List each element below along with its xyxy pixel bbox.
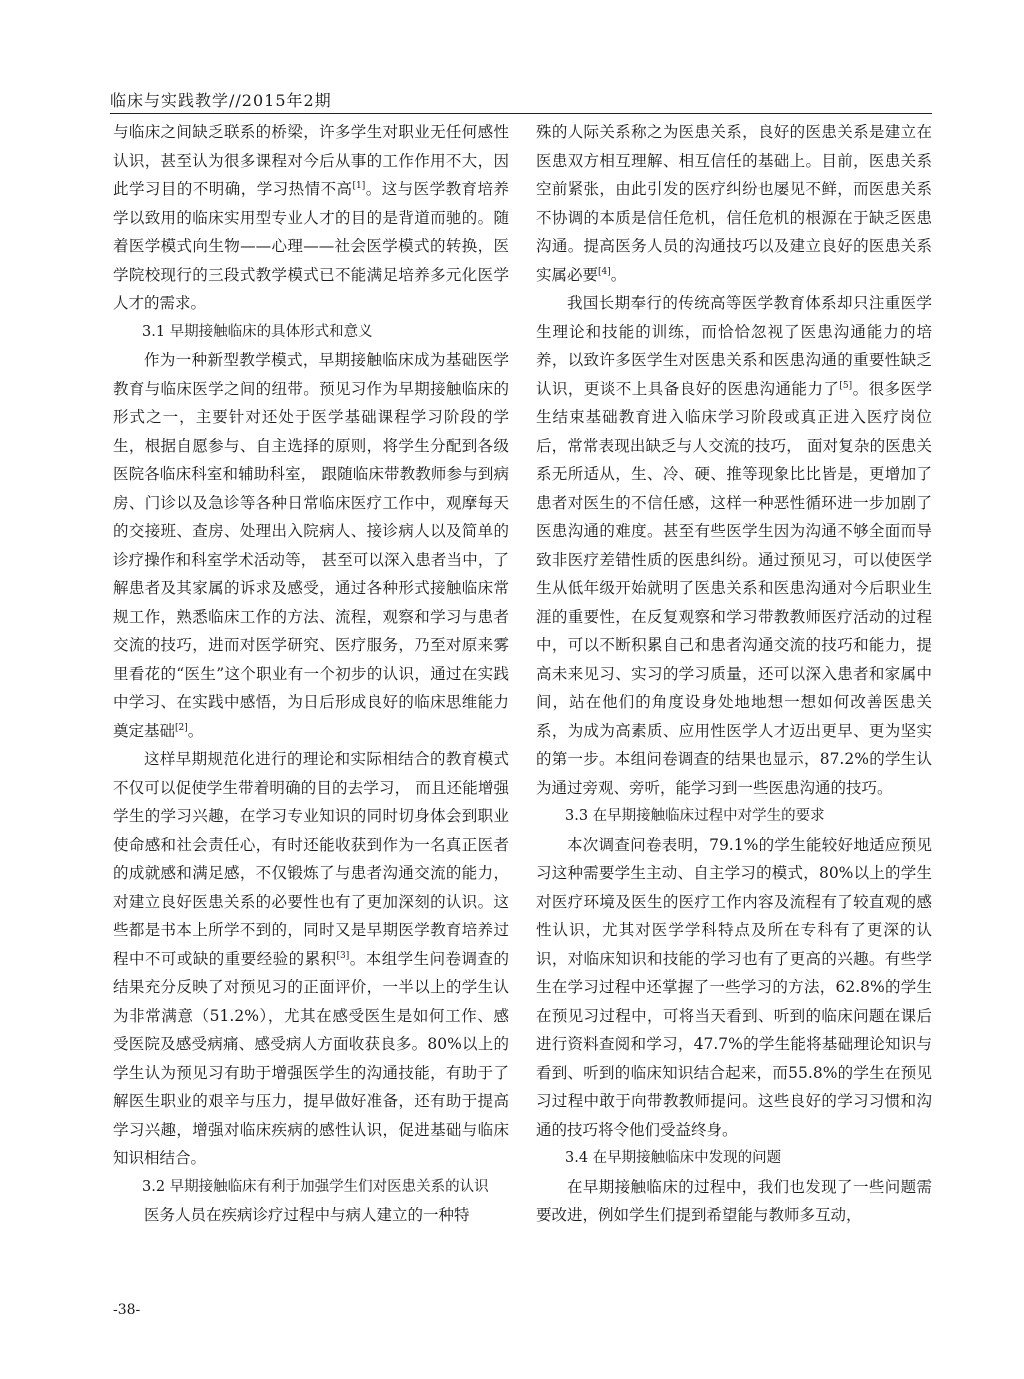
paragraph: 作为一种新型教学模式，早期接触临床成为基础医学教育与临床医学之间的纽带。预见习作为早期接触临床的形式之一，主要针对还处于医学基础课程学习阶段的学生，根据自愿参与、自主选择的原则，将学生分配到各级医院各临床科室和辅助科室， 跟随临床带教教师参与到病房、门诊以及急诊等各种日常临床医疗工作中，观摩每天的交接班、查房、处理出入院病人、接诊病人以及简单的诊疗操作和科室学术活动等， 甚至可以深入患者当中，了解患者及其家属的诉求及感受，通过各种形式接触临床常规工作，熟悉临床工作的方法、流程，观察和学习与患者交流的技巧，进而对医学研究、医疗服务，乃至对原来雾里看花的“医生”这个职业有一个初步的认识，通过在实践中学习、在实践中感悟，为日后形成良好的临床思维能力奠定基础[2]。 [113, 351, 509, 740]
paragraph: 医务人员在疾病诊疗过程中与病人建立的一种特 [144, 1206, 470, 1224]
paragraph: 我国长期奉行的传统高等医学教育体系却只注重医学生理论和技能的训练，而恰恰忽视了医患沟通能力的培养，以致许多医学生对医患关系和医患沟通的重要性缺乏认识，更谈不上具备良好的医患沟通能力了[5]。很多医学生结束基础教育进入临床学习阶段或真正进入医疗岗位后，常常表现出缺乏与人交流的技巧， 面对复杂的医患关系无所适从，生、冷、硬、推等现象比比皆是，更增加了患者对医生的不信任感，这样一种恶性循环进一步加剧了医患沟通的难度。甚至有些医学生因为沟通不够全面而导致非医疗差错性质的医患纠纷。通过预见习，可以使医学生从低年级开始就明了医患关系和医患沟通对今后职业生涯的重要性，在反复观察和学习带教教师医疗活动的过程中，可以不断积累自己和患者沟通交流的技巧和能力，提高未来见习、实习的学习质量，还可以深入患者和家属中间，站在他们的角度设身处地地想一想如何改善医患关系，为成为高素质、应用性医学人才迈出更早、更为坚实的第一步。本组问卷调查的结果也显示，87.2%的学生认为通过旁观、旁听，能学习到一些医患沟通的技巧。 [536, 294, 932, 797]
citation-ref[interactable]: [3] [336, 950, 350, 961]
section-heading-3-3: 3.3 在早期接触临床过程中对学生的要求 [565, 808, 825, 824]
paragraph: 这样早期规范化进行的理论和实际相结合的教育模式不仅可以促使学生带着明确的目的去学习， 而且还能增强学生的学习兴趣，在学习专业知识的同时切身体会到职业使命感和社会责任心，有时还能收获到作为一名真正医者的成就感和满足感，不仅锻炼了与患者沟通交流的能力，对建立良好医患关系的必要性也有了更加深刻的认识。这些都是书本上所学不到的，同时又是早期医学教育培养过程中不可或缺的重要经验的累积[3]。本组学生问卷调查的结果充分反映了对预见习的正面评价，一半以上的学生认为非常满意（51.2%），尤其在感受医生是如何工作、感受医院及感受病痛、感受病人方面收获良多。80%以上的学生认为预见习有助于增强医学生的沟通技能，有助于了解医生职业的艰辛与压力，提早做好准备，还有助于提高学习兴趣，增强对临床疾病的感性认识，促进基础与临床知识相结合。 [113, 750, 509, 1167]
left-column [113, 118, 509, 1230]
section-heading-3-1: 3.1 早期接触临床的具体形式和意义 [142, 323, 373, 340]
paragraph: 本次调查问卷表明，79.1%的学生能较好地适应预见习这种需要学生主动、自主学习的模式，80%以上的学生对医疗环境及医生的医疗工作内容及流程有了较直观的感性认识，尤其对医学学科特点及所在专科有了更深的认识，对临床知识和技能的学习也有了更高的兴趣。有些学生在学习过程中还掌握了一些学习的方法，62.8%的学生在预见习过程中，可将当天看到、听到的临床问题在课后进行资料查阅和学习，47.7%的学生能将基础理论知识与看到、听到的临床知识结合起来，而55.8%的学生在预见习过程中敢于向带教教师提问。这些良好的学习习惯和沟通的技巧将令他们受益终身。 [536, 835, 932, 1139]
running-header [110, 88, 932, 118]
citation-ref[interactable]: [2] [175, 722, 188, 733]
citation-ref[interactable]: [5] [839, 380, 853, 391]
header-rule [110, 113, 932, 114]
page-number: -38- [113, 1302, 141, 1318]
journal-title: 临床与实践教学//2015年2期 [110, 91, 332, 110]
paragraph: 在早期接触临床的过程中，我们也发现了一些问题需要改进，例如学生们提到希望能与教师多互动， [536, 1177, 932, 1224]
paragraph: 与临床之间缺乏联系的桥梁，许多学生对职业无任何感性认识，甚至认为很多课程对今后从事的工作作用不大，因此学习目的不明确，学习热情不高[1]。这与医学教育培养学以致用的临床实用型专业人才的目的是背道而驰的。随着医学模式向生物——心理——社会医学模式的转换，医学院校现行的三段式教学模式已不能满足培养多元化医学人才的需求。 [113, 123, 509, 312]
section-heading-3-4: 3.4 在早期接触临床中发现的问题 [565, 1150, 782, 1166]
section-heading-3-2: 3.2 早期接触临床有利于加强学生们对医患关系的认识 [142, 1178, 489, 1195]
right-column [536, 118, 932, 1230]
citation-ref[interactable]: [4] [598, 266, 611, 277]
citation-ref[interactable]: [1] [352, 181, 366, 191]
paragraph: 殊的人际关系称之为医患关系，良好的医患关系是建立在医患双方相互理解、相互信任的基础上。目前，医患关系空前紧张，由此引发的医疗纠纷也屡见不鲜，而医患关系不协调的本质是信任危机，信任危机的根源在于缺乏医患沟通。提高医务人员的沟通技巧以及建立良好的医患关系实属必要[4]。 [536, 123, 932, 284]
